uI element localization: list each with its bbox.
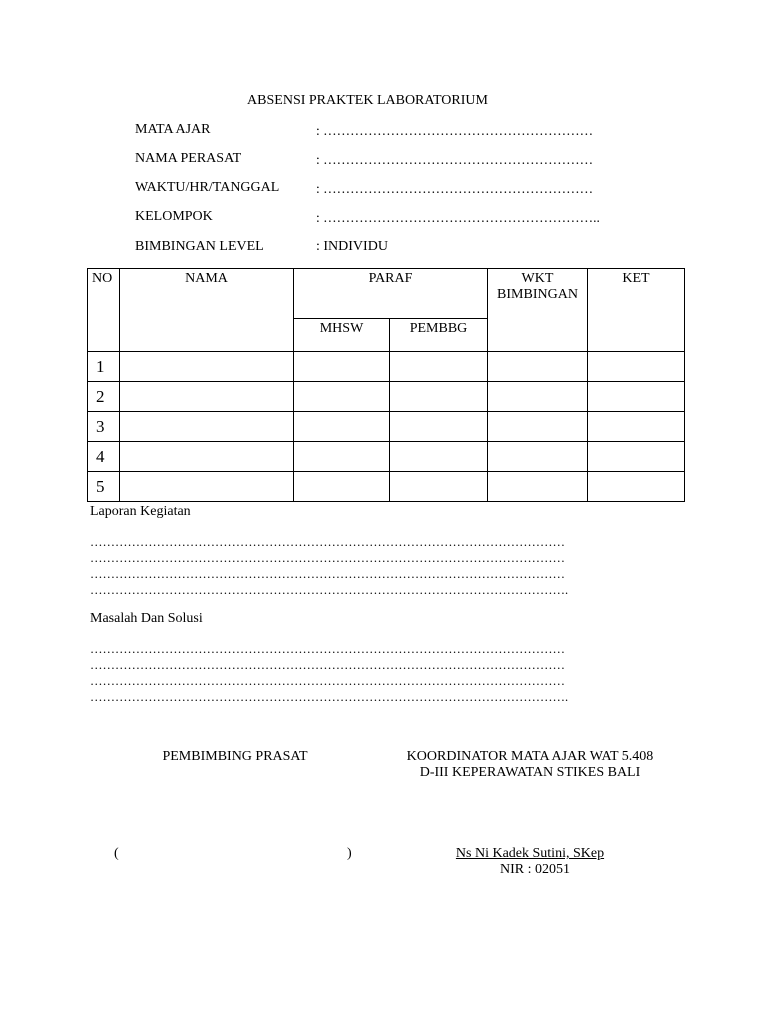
field-value-bimbingan-level: : INDIVIDU bbox=[316, 239, 388, 254]
cell-wkt[interactable] bbox=[488, 442, 588, 472]
cell-ket[interactable] bbox=[588, 472, 685, 502]
left-signature-open-paren: ( bbox=[114, 846, 119, 861]
field-value-kelompok[interactable]: : …………………………………………………….. bbox=[316, 210, 600, 225]
cell-nama[interactable] bbox=[120, 382, 294, 412]
laporan-line[interactable]: …………………………………………………………………………………………………… bbox=[90, 567, 565, 581]
field-value-waktu[interactable]: : …………………………………………………… bbox=[316, 181, 594, 196]
field-label-nama-perasat: NAMA PERASAT bbox=[135, 151, 242, 166]
table-row bbox=[88, 352, 685, 382]
row-number: 5 bbox=[88, 472, 120, 502]
table-row bbox=[88, 382, 685, 412]
cell-mhsw[interactable] bbox=[294, 352, 390, 382]
cell-wkt[interactable] bbox=[488, 382, 588, 412]
cell-wkt[interactable] bbox=[488, 472, 588, 502]
field-label-mata-ajar: MATA AJAR bbox=[135, 122, 211, 137]
header-no: NO bbox=[88, 269, 120, 352]
laporan-line[interactable]: ……………………………………………………………………………………………………. bbox=[90, 583, 569, 597]
field-label-kelompok: KELOMPOK bbox=[135, 209, 213, 224]
left-signature-title: PEMBIMBING PRASAT bbox=[162, 749, 308, 764]
header-bimbingan: BIMBINGAN bbox=[497, 287, 578, 302]
row-number: 3 bbox=[88, 412, 120, 442]
masalah-line[interactable]: ……………………………………………………………………………………………………. bbox=[90, 690, 569, 704]
masalah-line[interactable]: …………………………………………………………………………………………………… bbox=[90, 642, 565, 656]
field-value-nama-perasat[interactable]: : …………………………………………………… bbox=[316, 152, 594, 167]
cell-ket[interactable] bbox=[588, 382, 685, 412]
left-signature-close-paren: ) bbox=[347, 846, 352, 861]
cell-pembbg[interactable] bbox=[390, 382, 488, 412]
right-signature-nir: NIR : 02051 bbox=[500, 862, 570, 877]
cell-nama[interactable] bbox=[120, 412, 294, 442]
cell-nama[interactable] bbox=[120, 352, 294, 382]
cell-wkt[interactable] bbox=[488, 412, 588, 442]
header-pembbg: PEMBBG bbox=[390, 319, 488, 352]
masalah-line[interactable]: …………………………………………………………………………………………………… bbox=[90, 658, 565, 672]
header-mhsw: MHSW bbox=[294, 319, 390, 352]
row-number: 2 bbox=[88, 382, 120, 412]
cell-pembbg[interactable] bbox=[390, 412, 488, 442]
right-signature-title-1: KOORDINATOR MATA AJAR WAT 5.408 bbox=[406, 749, 654, 764]
field-label-waktu: WAKTU/HR/TANGGAL bbox=[135, 180, 280, 195]
right-signature-name: Ns Ni Kadek Sutini, SKep bbox=[455, 846, 605, 861]
header-wkt-bimbingan bbox=[488, 269, 588, 352]
cell-pembbg[interactable] bbox=[390, 352, 488, 382]
cell-ket[interactable] bbox=[588, 412, 685, 442]
table-row bbox=[88, 412, 685, 442]
laporan-line[interactable]: …………………………………………………………………………………………………… bbox=[90, 551, 565, 565]
table-row bbox=[88, 442, 685, 472]
row-number: 4 bbox=[88, 442, 120, 472]
field-label-bimbingan-level: BIMBINGAN LEVEL bbox=[135, 239, 264, 254]
laporan-line[interactable]: …………………………………………………………………………………………………… bbox=[90, 535, 565, 549]
cell-ket[interactable] bbox=[588, 442, 685, 472]
cell-mhsw[interactable] bbox=[294, 382, 390, 412]
cell-mhsw[interactable] bbox=[294, 442, 390, 472]
cell-ket[interactable] bbox=[588, 352, 685, 382]
cell-mhsw[interactable] bbox=[294, 472, 390, 502]
attendance-table bbox=[87, 268, 685, 502]
page-title: ABSENSI PRAKTEK LABORATORIUM bbox=[247, 93, 488, 108]
cell-mhsw[interactable] bbox=[294, 412, 390, 442]
masalah-solusi-label: Masalah Dan Solusi bbox=[90, 611, 203, 626]
cell-nama[interactable] bbox=[120, 442, 294, 472]
header-wkt: WKT bbox=[521, 271, 554, 286]
table-row bbox=[88, 472, 685, 502]
right-signature-title-2: D-III KEPERAWATAN STIKES BALI bbox=[419, 765, 641, 780]
cell-nama[interactable] bbox=[120, 472, 294, 502]
field-value-mata-ajar[interactable]: : …………………………………………………… bbox=[316, 123, 594, 138]
cell-wkt[interactable] bbox=[488, 352, 588, 382]
cell-pembbg[interactable] bbox=[390, 442, 488, 472]
header-paraf: PARAF bbox=[294, 269, 488, 319]
masalah-line[interactable]: …………………………………………………………………………………………………… bbox=[90, 674, 565, 688]
header-nama: NAMA bbox=[120, 269, 294, 352]
header-ket: KET bbox=[588, 269, 685, 352]
cell-pembbg[interactable] bbox=[390, 472, 488, 502]
laporan-kegiatan-label: Laporan Kegiatan bbox=[90, 504, 191, 519]
row-number: 1 bbox=[88, 352, 120, 382]
